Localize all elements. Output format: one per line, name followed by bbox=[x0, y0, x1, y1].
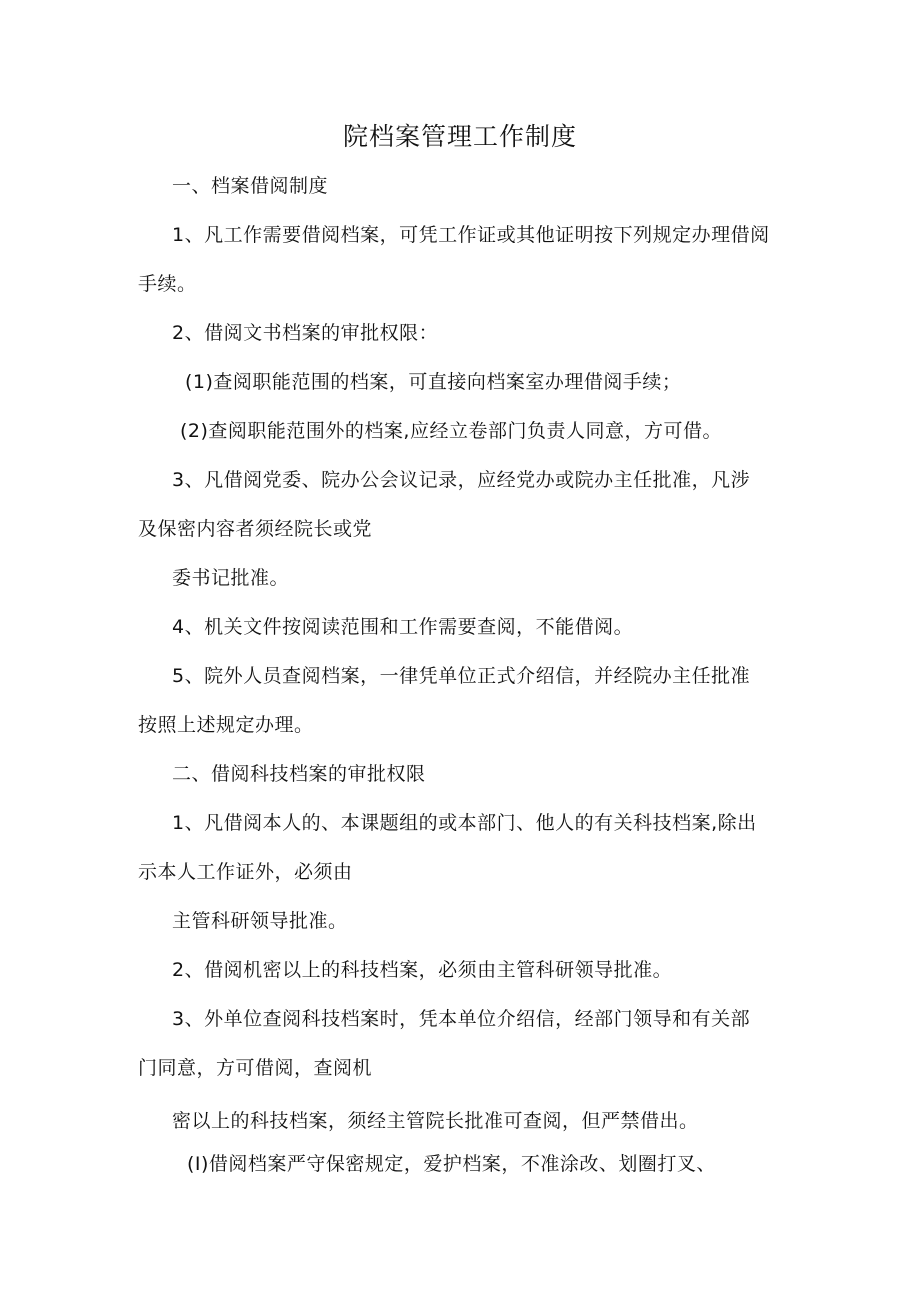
document-title: 院档案管理工作制度 bbox=[342, 122, 577, 151]
paragraph-line: 3、外单位查阅科技档案时，凭本单位介绍信，经部门领导和有关部 bbox=[172, 1008, 751, 1030]
paragraph-line: (I)借阅档案严守保密规定，爱护档案，不准涂改、划圈打叉、 bbox=[187, 1153, 716, 1175]
paragraph-line: (1)查阅职能范围的档案，可直接向档案室办理借阅手续； bbox=[185, 371, 682, 393]
paragraph-line: 3、凡借阅党委、院办公会议记录，应经党办或院办主任批准，凡涉 bbox=[172, 469, 751, 491]
paragraph-line: 密以上的科技档案，须经主管院长批准可查阅，但严禁借出。 bbox=[172, 1110, 699, 1132]
paragraph-line: 按照上述规定办理。 bbox=[138, 714, 314, 736]
section-heading: 二、借阅科技档案的审批权限 bbox=[172, 763, 426, 785]
paragraph-line: 4、机关文件按阅读范围和工作需要查阅，不能借阅。 bbox=[172, 616, 634, 638]
paragraph-line: 5、院外人员查阅档案，一律凭单位正式介绍信，并经院办主任批准 bbox=[172, 665, 751, 687]
paragraph-line: (2)查阅职能范围外的档案,应经立卷部门负责人同意，方可借。 bbox=[180, 420, 722, 442]
paragraph-line: 1、凡借阅本人的、本课题组的或本部门、他人的有关科技档案,除出 bbox=[172, 812, 757, 834]
paragraph-line: 主管科研领导批准。 bbox=[172, 910, 348, 932]
paragraph-line: 门同意，方可借阅，查阅机 bbox=[138, 1057, 373, 1079]
section-heading: 一、档案借阅制度 bbox=[172, 175, 329, 197]
paragraph-line: 示本人工作证外，必须由 bbox=[138, 861, 353, 883]
paragraph-line: 1、凡工作需要借阅档案，可凭工作证或其他证明按下列规定办理借阅 bbox=[172, 224, 770, 246]
paragraph-line: 委书记批准。 bbox=[172, 567, 290, 589]
paragraph-line: 手续。 bbox=[138, 273, 197, 295]
paragraph-line: 及保密内容者须经院长或党 bbox=[138, 518, 373, 540]
paragraph-line: 2、借阅机密以上的科技档案，必须由主管科研领导批准。 bbox=[172, 959, 673, 981]
paragraph-line: 2、借阅文书档案的审批权限： bbox=[172, 322, 439, 344]
